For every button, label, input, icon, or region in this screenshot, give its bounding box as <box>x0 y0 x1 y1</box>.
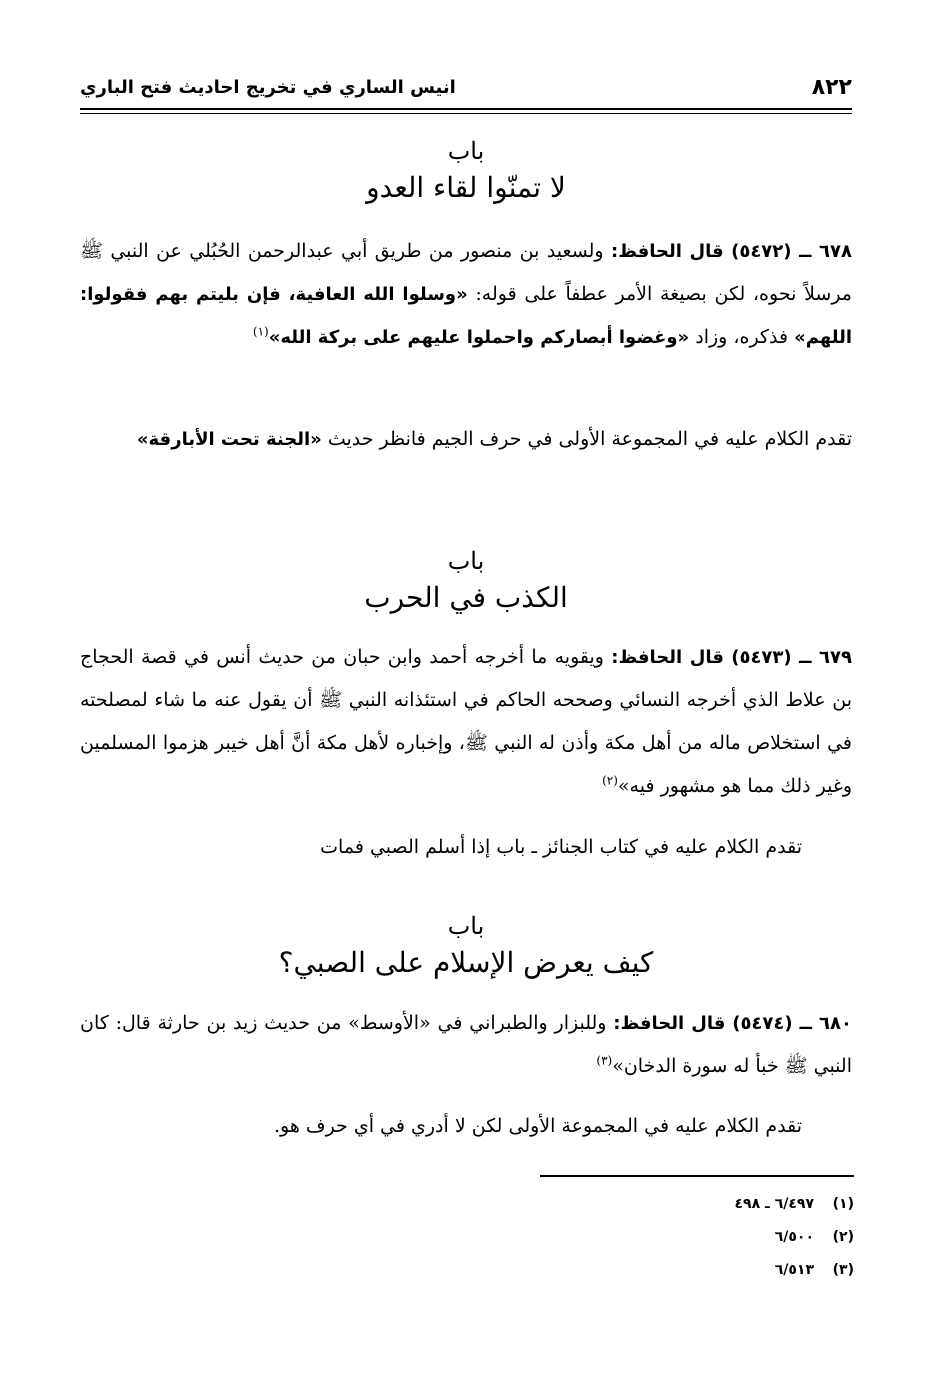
note-text: تقدم الكلام عليه في المجموعة الأولى لكن لا أدري في أي حرف هو. <box>273 1115 802 1137</box>
header-rule-thin <box>80 113 852 114</box>
footnote-rule <box>540 1175 854 1177</box>
hadith-text: وللبزار والطبراني في «الأوسط» من حديث زيد بن حارثة قال: كان النبي ﷺ خبأ له سورة الدخان» <box>80 1012 852 1077</box>
hadith-entry-679 <box>80 636 852 808</box>
footnote-ref: (١) <box>252 324 269 339</box>
footnote-reference: ٦/٥٠٠ <box>774 1229 814 1245</box>
footnote-number: (١) <box>832 1196 854 1212</box>
note-text: تقدم الكلام عليه في المجموعة الأولى في حرف الجيم فانظر حديث <box>327 428 852 450</box>
hadith-text: ولسعيد بن منصور من طريق أبي عبدالرحمن الحُبُلي عن النبي ﷺ مرسلاً نحوه، لكن بصيغة الأمر عطفاً على قوله: <box>80 240 852 305</box>
cross-reference-note-2 <box>90 826 802 869</box>
footnote-number: (٢) <box>832 1229 854 1245</box>
cross-reference-note-3 <box>90 1105 802 1148</box>
hadith-entry-678 <box>80 230 852 359</box>
footnote-item <box>735 1221 854 1254</box>
footnote-reference: ٦/٥١٣ <box>774 1262 814 1278</box>
hadith-text-2: فذكره، وزاد <box>695 326 789 348</box>
footnote-number: (٣) <box>832 1262 854 1278</box>
hadith-text: ويقويه ما أخرجه أحمد وابن حبان من حديث أنس في قصة الحجاج بن علاط الذي أخرجه النسائي وصححه الحاكم في استئذانه النبي ﷺ أن يقول عنه ما شاء لمصلحته في استخلاص ماله من أهل مكة وأذن له النبي ﷺ، وإخباره لأهل مكة أنَّ أهل خيبر هزموا المسلمين وغير ذلك مما هو مشهور فيه» <box>80 646 852 797</box>
hadith-quote-2: «وغضوا أبصاركم واحملوا عليهم على بركة الله» <box>268 327 690 348</box>
header-rule <box>80 108 852 110</box>
chapter-bab-label: باب <box>447 137 485 165</box>
footnote-reference: ٦/٤٩٧ ـ ٤٩٨ <box>734 1196 814 1212</box>
footnote-item <box>735 1254 854 1287</box>
cross-reference-note-1 <box>90 418 852 461</box>
chapter-bab-label: باب <box>447 912 485 940</box>
footnote-ref: (٢) <box>602 773 618 788</box>
hadith-label: قال الحافظ: <box>611 241 724 262</box>
note-quote: «الجنة تحت الأبارقة» <box>136 429 322 450</box>
hadith-number: ٦٨٠ ــ (٥٤٧٤) <box>732 1013 852 1034</box>
hadith-entry-680 <box>80 1002 852 1088</box>
hadith-label: قال الحافظ: <box>613 1013 726 1034</box>
chapter-heading-3 <box>80 910 852 984</box>
footnotes <box>735 1188 854 1287</box>
chapter-title: لا تمنّوا لقاء العدو <box>366 171 566 204</box>
chapter-heading-1 <box>80 135 852 209</box>
running-header <box>80 70 852 104</box>
note-text: تقدم الكلام عليه في كتاب الجنائز ـ باب إذا أسلم الصبي فمات <box>320 836 802 858</box>
hadith-label: قال الحافظ: <box>611 647 724 668</box>
book-title: انيس الساري في تخريج احاديث فتح الباري <box>80 76 456 98</box>
footnote-ref: (٣) <box>596 1053 613 1068</box>
chapter-title: كيف يعرض الإسلام على الصبي؟ <box>278 946 654 979</box>
chapter-bab-label: باب <box>447 547 485 575</box>
chapter-heading-2 <box>80 545 852 619</box>
hadith-quote: «وسلوا الله العافية، فإن بليتم بهم فقولوا: اللهم» <box>80 284 852 348</box>
chapter-title: الكذب في الحرب <box>364 581 568 614</box>
hadith-number: ٦٧٩ ــ (٥٤٧٣) <box>731 647 852 668</box>
hadith-number: ٦٧٨ ــ (٥٤٧٢) <box>731 241 852 262</box>
page-number: ٨٢٢ <box>811 74 852 100</box>
footnote-item <box>735 1188 854 1221</box>
